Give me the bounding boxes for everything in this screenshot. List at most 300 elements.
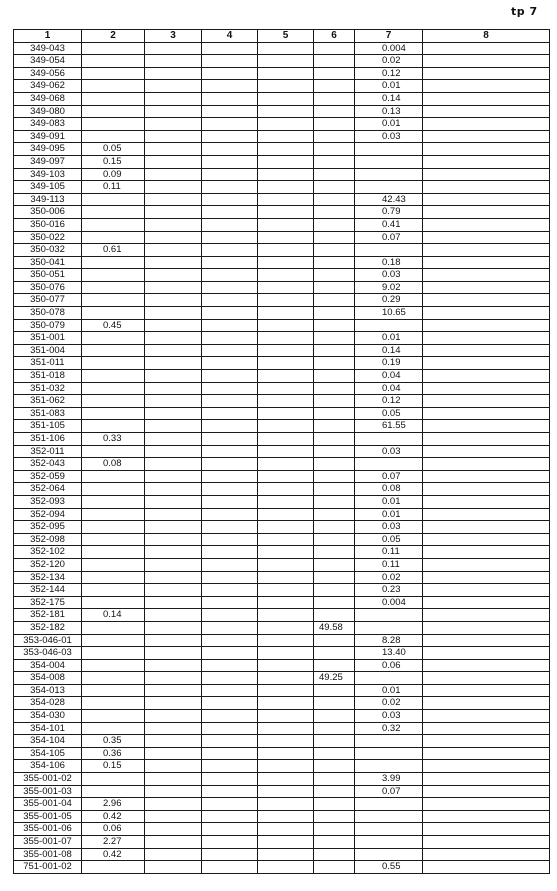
table-cell: 0.03	[355, 521, 423, 534]
table-row	[14, 621, 550, 634]
table-cell: 352-059	[14, 470, 82, 483]
table-cell	[314, 546, 355, 559]
table-cell	[145, 861, 202, 874]
table-cell	[423, 80, 550, 93]
table-cell: 352-093	[14, 495, 82, 508]
table-row	[14, 319, 550, 332]
table-cell	[202, 218, 258, 231]
table-cell	[314, 798, 355, 811]
table-cell	[202, 193, 258, 206]
table-cell	[202, 433, 258, 446]
table-cell	[423, 130, 550, 143]
table-cell	[314, 269, 355, 282]
table-cell	[258, 684, 314, 697]
table-cell	[82, 193, 145, 206]
table-cell	[258, 558, 314, 571]
table-cell: 354-008	[14, 672, 82, 685]
table-cell	[314, 382, 355, 395]
table-cell: 9.02	[355, 281, 423, 294]
table-row	[14, 307, 550, 320]
table-cell	[258, 508, 314, 521]
table-cell: 349-091	[14, 130, 82, 143]
table-cell	[258, 747, 314, 760]
table-cell	[202, 546, 258, 559]
table-cell: 0.02	[355, 55, 423, 68]
table-cell	[82, 596, 145, 609]
table-cell	[258, 370, 314, 383]
table-row	[14, 659, 550, 672]
table-cell: 354-101	[14, 722, 82, 735]
table-cell	[82, 785, 145, 798]
table-cell	[258, 269, 314, 282]
table-cell	[314, 634, 355, 647]
table-cell	[355, 433, 423, 446]
table-row	[14, 218, 550, 231]
table-row	[14, 193, 550, 206]
table-cell	[145, 105, 202, 118]
table-cell	[145, 218, 202, 231]
table-cell	[82, 508, 145, 521]
table-cell	[258, 319, 314, 332]
table-cell	[423, 521, 550, 534]
table-cell	[314, 143, 355, 156]
table-cell: 0.15	[82, 760, 145, 773]
table-cell	[258, 281, 314, 294]
table-row	[14, 118, 550, 131]
table-cell	[314, 697, 355, 710]
table-cell	[145, 307, 202, 320]
table-cell	[258, 231, 314, 244]
table-cell: 0.11	[82, 181, 145, 194]
table-row	[14, 55, 550, 68]
table-cell	[145, 470, 202, 483]
table-cell	[423, 420, 550, 433]
table-cell	[423, 256, 550, 269]
table-cell	[423, 118, 550, 131]
table-cell	[258, 67, 314, 80]
table-cell	[423, 307, 550, 320]
table-cell	[314, 80, 355, 93]
table-cell: 0.02	[355, 697, 423, 710]
table-cell: 351-105	[14, 420, 82, 433]
table-cell	[314, 571, 355, 584]
table-cell	[258, 181, 314, 194]
table-cell	[258, 118, 314, 131]
table-cell	[82, 773, 145, 786]
table-cell: 350-051	[14, 269, 82, 282]
table-cell	[145, 206, 202, 219]
table-cell: 10.65	[355, 307, 423, 320]
table-cell	[258, 848, 314, 861]
table-cell	[258, 697, 314, 710]
table-cell	[82, 495, 145, 508]
table-cell	[423, 395, 550, 408]
table-cell	[258, 294, 314, 307]
table-cell	[423, 810, 550, 823]
table-cell: 0.06	[82, 823, 145, 836]
table-cell: 349-043	[14, 42, 82, 55]
table-cell: 352-134	[14, 571, 82, 584]
table-cell	[314, 256, 355, 269]
table-cell: 2.27	[82, 836, 145, 849]
table-cell	[314, 470, 355, 483]
table-cell: 0.01	[355, 80, 423, 93]
table-cell	[314, 395, 355, 408]
table-cell: 751-001-02	[14, 861, 82, 874]
table-row	[14, 521, 550, 534]
table-cell	[314, 332, 355, 345]
table-row	[14, 861, 550, 874]
table-row	[14, 747, 550, 760]
table-cell	[258, 307, 314, 320]
table-cell: 352-043	[14, 458, 82, 471]
table-cell	[314, 155, 355, 168]
table-cell	[258, 105, 314, 118]
table-row	[14, 823, 550, 836]
table-cell: 0.23	[355, 584, 423, 597]
header-row	[14, 30, 550, 43]
table-row	[14, 294, 550, 307]
table-cell	[423, 584, 550, 597]
table-cell	[145, 407, 202, 420]
table-cell	[314, 521, 355, 534]
table-cell	[82, 861, 145, 874]
table-cell	[145, 684, 202, 697]
table-cell: 355-001-06	[14, 823, 82, 836]
table-row	[14, 584, 550, 597]
table-cell: 0.01	[355, 332, 423, 345]
table-cell	[423, 344, 550, 357]
table-cell	[202, 823, 258, 836]
table-cell	[82, 722, 145, 735]
table-cell	[258, 621, 314, 634]
table-cell: 349-056	[14, 67, 82, 80]
table-cell	[82, 206, 145, 219]
table-cell: 354-004	[14, 659, 82, 672]
table-cell	[202, 231, 258, 244]
table-cell	[423, 848, 550, 861]
table-cell: 352-095	[14, 521, 82, 534]
table-cell: 354-105	[14, 747, 82, 760]
table-cell: 349-054	[14, 55, 82, 68]
table-cell	[423, 67, 550, 80]
table-cell	[82, 483, 145, 496]
table-cell: 350-016	[14, 218, 82, 231]
table-cell	[145, 735, 202, 748]
table-cell	[145, 319, 202, 332]
table-cell	[145, 747, 202, 760]
table-cell	[314, 105, 355, 118]
table-row	[14, 647, 550, 660]
table-cell	[202, 684, 258, 697]
table-cell	[258, 810, 314, 823]
table-cell	[314, 533, 355, 546]
column-header: 7	[355, 30, 423, 43]
table-cell: 0.03	[355, 130, 423, 143]
table-cell	[423, 659, 550, 672]
table-cell: 0.004	[355, 596, 423, 609]
table-cell	[314, 823, 355, 836]
table-cell	[423, 634, 550, 647]
table-cell	[423, 735, 550, 748]
table-cell: 0.29	[355, 294, 423, 307]
table-row	[14, 256, 550, 269]
table-cell	[423, 370, 550, 383]
table-cell: 352-098	[14, 533, 82, 546]
table-cell	[423, 181, 550, 194]
table-cell	[145, 836, 202, 849]
table-cell	[314, 760, 355, 773]
table-cell	[145, 80, 202, 93]
table-cell	[82, 382, 145, 395]
table-row	[14, 80, 550, 93]
table-cell: 350-032	[14, 244, 82, 257]
table-cell	[355, 672, 423, 685]
table-cell: 349-080	[14, 105, 82, 118]
table-cell: 0.05	[355, 533, 423, 546]
table-cell	[145, 634, 202, 647]
table-cell	[145, 92, 202, 105]
table-cell: 61.55	[355, 420, 423, 433]
table-cell	[423, 281, 550, 294]
table-cell	[202, 533, 258, 546]
table-cell	[423, 571, 550, 584]
table-cell	[423, 42, 550, 55]
table-cell	[314, 785, 355, 798]
table-cell: 352-144	[14, 584, 82, 597]
table-cell	[258, 672, 314, 685]
table-row	[14, 332, 550, 345]
table-cell	[423, 319, 550, 332]
table-cell	[258, 458, 314, 471]
table-row	[14, 697, 550, 710]
table-cell	[202, 848, 258, 861]
table-cell	[82, 407, 145, 420]
table-row	[14, 684, 550, 697]
table-cell	[258, 773, 314, 786]
table-cell	[82, 332, 145, 345]
table-cell	[314, 609, 355, 622]
table-row	[14, 231, 550, 244]
table-cell	[82, 571, 145, 584]
table-cell: 0.42	[82, 810, 145, 823]
table-cell	[202, 722, 258, 735]
table-cell	[145, 294, 202, 307]
table-cell	[314, 42, 355, 55]
table-cell	[314, 319, 355, 332]
table-cell	[145, 181, 202, 194]
table-cell	[355, 244, 423, 257]
table-cell	[314, 747, 355, 760]
table-cell	[314, 407, 355, 420]
table-cell	[82, 294, 145, 307]
table-cell	[258, 344, 314, 357]
table-cell	[314, 722, 355, 735]
table-row	[14, 168, 550, 181]
table-cell	[258, 407, 314, 420]
table-cell	[202, 420, 258, 433]
table-cell	[258, 332, 314, 345]
table-cell: 352-181	[14, 609, 82, 622]
table-cell	[423, 558, 550, 571]
table-cell	[258, 130, 314, 143]
table-cell	[258, 546, 314, 559]
table-row	[14, 143, 550, 156]
table-cell	[423, 785, 550, 798]
table-row	[14, 105, 550, 118]
table-cell	[258, 785, 314, 798]
table-cell	[258, 193, 314, 206]
table-cell	[202, 710, 258, 723]
table-cell	[145, 42, 202, 55]
table-cell	[314, 710, 355, 723]
table-cell	[202, 344, 258, 357]
table-row	[14, 407, 550, 420]
table-cell: 0.45	[82, 319, 145, 332]
column-header: 6	[314, 30, 355, 43]
table-cell: 0.04	[355, 382, 423, 395]
table-cell: 0.05	[82, 143, 145, 156]
table-cell	[423, 483, 550, 496]
table-cell	[202, 445, 258, 458]
table-cell	[423, 861, 550, 874]
table-cell	[258, 206, 314, 219]
table-cell	[423, 206, 550, 219]
table-cell	[82, 647, 145, 660]
table-cell	[145, 798, 202, 811]
table-cell	[145, 130, 202, 143]
table-cell	[202, 269, 258, 282]
table-cell	[202, 407, 258, 420]
column-header: 1	[14, 30, 82, 43]
table-cell	[258, 584, 314, 597]
table-cell	[82, 634, 145, 647]
table-cell	[82, 42, 145, 55]
table-cell: 349-068	[14, 92, 82, 105]
table-cell	[145, 584, 202, 597]
table-cell	[202, 647, 258, 660]
table-cell	[314, 281, 355, 294]
table-cell	[355, 848, 423, 861]
table-cell	[82, 470, 145, 483]
table-cell	[314, 370, 355, 383]
table-cell: 349-103	[14, 168, 82, 181]
table-cell	[355, 143, 423, 156]
table-cell	[423, 546, 550, 559]
table-cell: 0.11	[355, 558, 423, 571]
table-row	[14, 206, 550, 219]
table-cell	[82, 92, 145, 105]
table-cell	[82, 420, 145, 433]
table-cell	[145, 395, 202, 408]
table-cell	[145, 571, 202, 584]
table-row	[14, 67, 550, 80]
table-cell: 0.12	[355, 67, 423, 80]
table-cell	[82, 584, 145, 597]
table-cell	[258, 634, 314, 647]
table-cell: 352-182	[14, 621, 82, 634]
table-cell	[145, 785, 202, 798]
table-cell: 349-095	[14, 143, 82, 156]
table-cell	[145, 521, 202, 534]
table-row	[14, 533, 550, 546]
table-cell	[314, 193, 355, 206]
table-cell: 49.58	[314, 621, 355, 634]
page-label: tp 7	[511, 5, 538, 18]
table-cell	[202, 181, 258, 194]
table-cell	[423, 193, 550, 206]
table-cell: 354-028	[14, 697, 82, 710]
table-cell: 349-083	[14, 118, 82, 131]
table-cell: 0.61	[82, 244, 145, 257]
table-cell	[202, 395, 258, 408]
table-cell	[145, 193, 202, 206]
table-row	[14, 710, 550, 723]
table-cell	[355, 735, 423, 748]
table-cell	[82, 395, 145, 408]
table-cell	[145, 558, 202, 571]
table-cell	[145, 118, 202, 131]
table-cell	[314, 433, 355, 446]
table-cell	[145, 647, 202, 660]
table-cell: 352-102	[14, 546, 82, 559]
table-row	[14, 357, 550, 370]
table-cell	[145, 155, 202, 168]
table-row	[14, 773, 550, 786]
table-cell	[258, 470, 314, 483]
table-row	[14, 836, 550, 849]
table-cell: 351-018	[14, 370, 82, 383]
table-cell	[355, 621, 423, 634]
table-cell: 0.41	[355, 218, 423, 231]
table-cell	[145, 67, 202, 80]
table-cell	[82, 105, 145, 118]
table-cell	[423, 609, 550, 622]
table-row	[14, 609, 550, 622]
table-cell	[355, 181, 423, 194]
column-header: 8	[423, 30, 550, 43]
table-cell: 0.32	[355, 722, 423, 735]
table-cell	[314, 55, 355, 68]
table-cell	[145, 621, 202, 634]
table-cell	[423, 294, 550, 307]
table-cell	[355, 319, 423, 332]
table-cell: 0.19	[355, 357, 423, 370]
table-cell	[202, 42, 258, 55]
table-cell	[258, 798, 314, 811]
table-cell	[202, 155, 258, 168]
table-cell	[202, 521, 258, 534]
table-cell	[258, 861, 314, 874]
table-cell: 352-094	[14, 508, 82, 521]
table-cell	[314, 92, 355, 105]
table-cell	[202, 558, 258, 571]
table-cell: 353-046-03	[14, 647, 82, 660]
table-cell	[258, 596, 314, 609]
table-cell: 355-001-03	[14, 785, 82, 798]
table-cell	[314, 168, 355, 181]
table-cell	[314, 558, 355, 571]
table-row	[14, 244, 550, 257]
table-cell	[82, 546, 145, 559]
table-cell	[202, 672, 258, 685]
table-cell: 0.01	[355, 684, 423, 697]
table-cell	[258, 445, 314, 458]
table-cell	[258, 42, 314, 55]
table-row	[14, 848, 550, 861]
table-cell	[314, 244, 355, 257]
table-cell: 0.11	[355, 546, 423, 559]
